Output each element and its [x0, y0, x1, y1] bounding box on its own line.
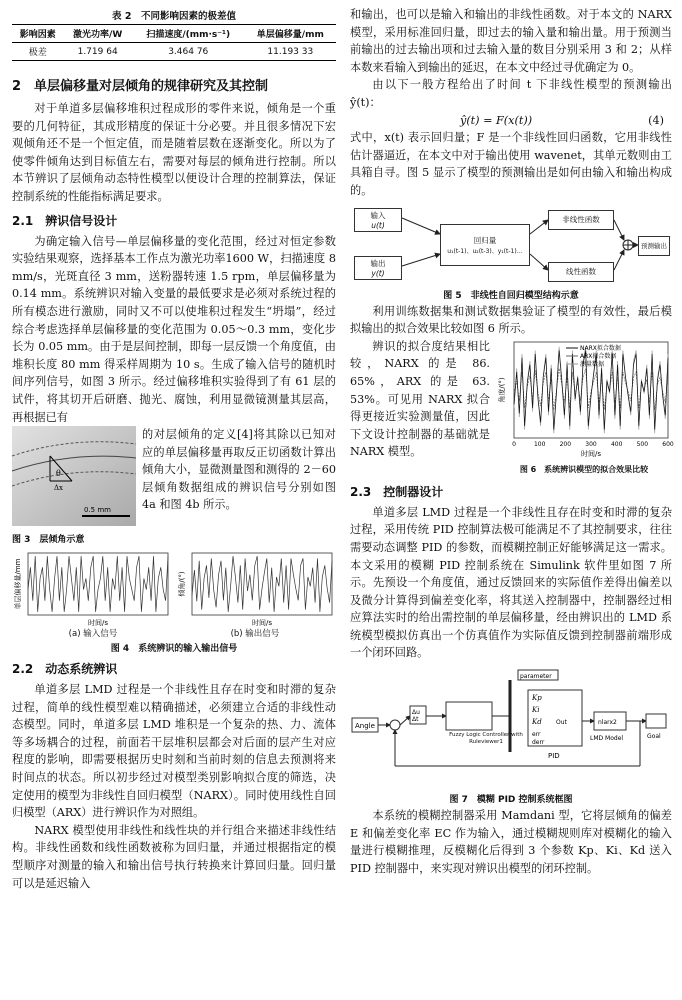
fig7-diagram: [350, 666, 670, 786]
fig3: [12, 426, 136, 547]
section-2-2-paragraph-1: 单道多层 LMD 过程是一个非线性且存在时变和时滞的复杂过程，简单的线性模型难以精确描述，必须建立合适的非线性动态模型。同时，单道多层 LMD 堆积是一个复杂的热、力、流体等多场耦合的过程，前面若干层堆积层都会对后面的层产生对应程度的影响，即需要根据历史时刻和当前时刻的信息去预测将来时间点的状态。所以初步经过对模型类别影响拟合度的筛选，决定使用的模型为非线性自回归模型（NARX）。同时使用线性自回归模型（ARX）进行辨识作为对照组。: [12, 683, 336, 820]
fig7-kd: Kd: [532, 718, 542, 727]
x-axis-label: 时间/s: [87, 619, 109, 628]
fig3-scale: 0.5 mm: [84, 506, 111, 515]
table2-cell: 3.464 76: [132, 43, 245, 61]
table2-header: 激光功率/W: [63, 25, 131, 43]
fig7-kp: Kp: [532, 694, 542, 703]
section-2-1-wrap-paragraph: 的对层倾角的定义[4]将其除以已知对应的单层偏移量再取反正切函数计算出倾角大小，显微测量图和测得的 2－60 层倾角数据组成的辨识信号分别如图 4a 和图 4b 所示。: [142, 428, 336, 512]
fig7-du: Δu: [412, 709, 420, 717]
fig7-goal: Goal: [647, 733, 661, 741]
x-tick-label: 500: [636, 440, 649, 448]
section-2-3-title: 2.3 控制器设计: [350, 484, 444, 499]
right-paragraph-3: 式中，x(t) 表示回归量；F 是一个非线性回归函数，它用非线性估计器逼近，在本文中对于输出使用 wavenet，其单元数则由工具箱自寻。图 5 显示了模型的预测输出是如何由输入和输出构成的。: [350, 131, 672, 197]
fig7-param: parameter: [520, 673, 552, 681]
table2-cell: 1.719 64: [63, 43, 131, 61]
y-axis-label: 单层偏移量/mm: [14, 558, 22, 610]
fig4: [12, 549, 336, 654]
fig6-chart: [496, 338, 672, 458]
right-paragraph-2: 由以下一般方程给出了时间 t 下非线性模型的预测输出 ŷ(t)：: [350, 78, 672, 109]
fig4a-chart: [12, 549, 172, 627]
fig3-wrap: [12, 426, 336, 547]
fig7-out: Out: [556, 719, 567, 727]
fig5-regressor-label: 回归量: [473, 235, 497, 245]
fig7-ki: Ki: [532, 706, 540, 715]
fig6: [496, 338, 672, 477]
fig5-nonlinear-label: 非线性函数: [562, 215, 600, 225]
fig5-pred-label: 预测输出: [641, 242, 667, 251]
table2-caption: 表 2 不同影响因素的极差值: [112, 11, 236, 22]
fig3-caption: 图 3 层倾角示意: [12, 535, 85, 546]
section-2-1-title: 2.1 辨识信号设计: [12, 213, 118, 228]
fig7-flc-label: Fuzzy Logic Controller with Ruleviewer1: [449, 732, 523, 746]
fig5-nonlinear-box: [548, 210, 614, 230]
fig5-output-box: [354, 256, 402, 280]
x-tick-label: 200: [559, 440, 572, 448]
fig6-wrap: [350, 338, 672, 477]
fig4a-label: (a) 输入信号: [68, 629, 118, 640]
table2-header: 扫描速度/(mm·s⁻¹): [132, 25, 245, 43]
fig7-pid: PID: [548, 752, 560, 761]
right-paragraph-1: 和输出，也可以是输入和输出的非线性函数。对于本文的 NARX 模型，采用标准回归量，即过去的输入量和输出量。用于预测当前输出的过去输出项和过去输入量的数目分别采用 3 和 2；从样本数来看输入到输出的延迟，在本文中经过寻优确定为 0。: [350, 8, 672, 74]
legend-label: NARX拟合数据: [580, 344, 621, 352]
section-2-title: 2 单层偏移量对层倾角的规律研究及其控制: [12, 79, 269, 94]
section-2-intro: 对于单道多层偏移堆积过程成形的零件来说，倾角是一个重要的几何特征，其成形精度的保证十分必要。并且很多情况下宏观倾角还不是一个恒定值，而是随着层数在逐渐变化。所以为了使零件倾角达到目标值左右，需要对每层的倾角进行控制。所以本节辨识了层倾角动态特性模型以便设计合理的控制算法，保证控制系统的性能指标满足要求。: [12, 102, 336, 203]
legend-label: ARX拟合数据: [580, 352, 617, 360]
section-2-2-paragraph-2: NARX 模型使用非线性和线性块的并行组合来描述非线性结构。非线性函数和线性函数被称为回归量，并通过根据指定的模型顺序对测量的输入和输出信号执行转换来计算回归量。回归量可以是延迟输入: [12, 823, 336, 890]
x-tick-label: 0: [512, 440, 516, 448]
equation-number: (4): [648, 113, 664, 127]
fig6-caption: 图 6 系统辨识模型的拟合效果比较: [519, 464, 649, 474]
fig4-caption: 图 4 系统辨识的输入输出信号: [110, 644, 238, 655]
fig7: [350, 666, 672, 805]
table2-cell: 极差: [12, 43, 63, 61]
fig5-linear-label: 线性函数: [566, 267, 596, 277]
x-axis-label: 时间/s: [251, 619, 273, 628]
fig7-narx: nlarx2: [598, 719, 617, 727]
fig5-caption: 图 5 非线性自回归模型结构示意: [443, 290, 579, 301]
fig7-err: err: [532, 731, 541, 739]
right-paragraph-4: 利用训练数据集和测试数据集验证了模型的有效性，最后模拟输出的拟合效果比较如图 6 所示。: [350, 304, 672, 336]
x-tick-label: 300: [585, 440, 597, 448]
fig5-linear-box: [548, 262, 614, 282]
equation-body: ŷ(t) = F(x(t)): [460, 113, 533, 127]
x-tick-label: 600: [662, 440, 674, 448]
x-tick-label: 100: [533, 440, 546, 448]
fig5-output-label: 输出: [370, 258, 386, 268]
fig5-output-symbol: y(t): [371, 268, 385, 278]
fig5-regressor-box: [440, 224, 530, 266]
fig7-angle: Angle: [355, 722, 375, 731]
fig7-dt: Δt: [412, 716, 419, 724]
table2: [12, 24, 336, 61]
table2-cell: 11.193 33: [245, 43, 336, 61]
fig7-derr: derr: [532, 739, 545, 747]
fig5-regressor-terms: u₁(t-1)、u₂(t-3)、y₁(t-1)…: [447, 247, 523, 255]
fig4b-chart: [176, 549, 336, 627]
fig5-input-label: 输入: [370, 210, 386, 220]
fig5-diagram: [352, 204, 670, 286]
right-paragraph-7: 本系统的模糊控制器采用 Mamdani 型，它将层倾角的偏差 E 和偏差变化率 EC 作为输入，通过模糊规则库对模糊化的输入量进行模糊推理，反模糊化后得到 3 个参数 Kp、Ki、Kd 送入 PID 控制器中，来实现对辨识出模型的闭环控制。: [350, 809, 672, 875]
fig3-delta: Δx: [54, 484, 64, 493]
right-column: [350, 6, 672, 877]
legend-label: 测量数据: [580, 360, 605, 368]
fig4b-label: (b) 输出信号: [230, 629, 280, 640]
table2-header: 单层偏移量/mm: [245, 25, 336, 43]
fig5-input-box: [354, 208, 402, 232]
equation-4: [350, 112, 672, 130]
fig3-theta: θ: [56, 469, 61, 479]
left-column: [12, 6, 336, 892]
section-2-2-title: 2.2 动态系统辨识: [12, 662, 118, 677]
x-tick-label: 400: [610, 440, 623, 448]
fig5-input-symbol: u(t): [371, 220, 385, 230]
right-paragraph-5: 辨识的拟合度结果相比较，NARX 的是 86. 65%，ARX 的是 63. 53%。可见用 NARX 拟合得更接近实验测量值，因此下文设计控制器的基础就是 NARX 模型。: [350, 339, 490, 459]
right-paragraph-6: 单道多层 LMD 过程是一个非线性且存在时变和时滞的复杂过程，采用传统 PID 控制算法极可能满足不了其控制要求，往往需要动态调整 PID 的参数，而模糊控制正好能够满足这一需求。本文采用的模糊 PID 控制系统在 Simulink 软件里如图 7 所示。先预设一个角度值，通过反馈回来的实际值作差得出偏差以及微分计算得到偏差变化率，将其送入控制器中，控制器经过相应算法实时的给出需控制的单层偏移量，经由辨识出的 LMD 系统模型模拟仿真出一个仿真值作为实际值反馈到控制器前端形成一个闭环回路。: [350, 505, 672, 660]
x-axis-label: 时间/s: [580, 449, 602, 458]
y-axis-label: 倾角/(°): [178, 571, 186, 597]
table2-header: 影响因素: [12, 25, 63, 43]
y-axis-label: 角度/(°): [498, 377, 506, 403]
fig7-caption: 图 7 模糊 PID 控制系统框图: [449, 795, 573, 806]
fig7-lmd: LMD Model: [590, 735, 624, 743]
fig5-pred-box: [638, 236, 670, 256]
section-2-1-paragraph: 为确定输入信号—单层偏移量的变化范围，经过对恒定参数实验结果观察，选择基本工作点为激光功率1600 W，扫描速度 8 mm/s，光斑直径 3 mm，送粉器转速 1.5 rpm，单层偏移量为 0.14 mm。系统辨识对输入变量的最低要求是必须对系统过程的所有模态进行激励，同时又不可以使堆积过程发生“坍塌”，经过综合考虑选择单层偏移量的变化范围为 0.05～0.3 mm，变化步长为 0.05 mm。由于是层间控制，即每一层反馈一个角度值，由堆积长度 80 mm 得采样周期为 10 s。生成了输入信号的随机时间序列信号，如图 3 所示。经过偏移堆积实验得到了有 61 层的试件，将其切开后研磨、抛光、腐蚀，利用显微镜测量其层高，再根据已有: [12, 234, 336, 424]
fig3-micrograph: [12, 426, 136, 526]
